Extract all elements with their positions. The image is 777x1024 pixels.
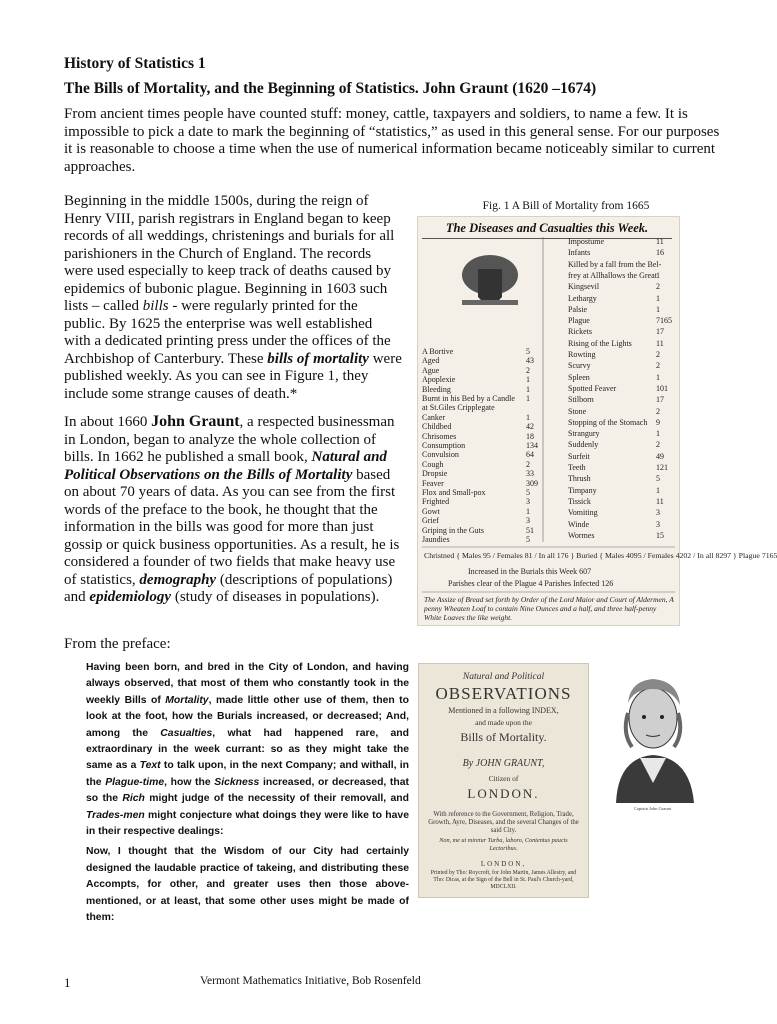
cover-line: LONDON. (467, 786, 540, 801)
bill-entry: Vomiting (568, 508, 598, 518)
bill-entry-count: 1 (526, 412, 530, 422)
bill-entry: Scurvy (568, 361, 591, 371)
bill-entry: Bleeding (422, 384, 451, 394)
bill-entry: Rising of the Lights (568, 338, 632, 348)
bill-entry-count: 43 (526, 356, 534, 366)
bill-entry-count: 64 (526, 450, 534, 460)
paragraph-registrars: Beginning in the middle 1500s, during the reign of Henry VIII, parish registrars in England began to keep records of all weddings, christenings and burials for all parishioners in the Church of England. The records were used especially to keep track of deaths caused by epidemics of bubonic plague. Beginning in 1603 such lists – called bills - were regularly printed for the public. By 1625 the enterprise was well established with a dedicated printing press under the offices of the Archbishop of Canterbury. These bills of mortality were published weekly. As you can see in Figure 1, they include some strange causes of death.* (64, 193, 402, 402)
bill-entry: Teeth (568, 463, 586, 472)
bill-entry: Impostume (568, 237, 604, 246)
bill-entry-count: 101 (656, 383, 668, 393)
bill-entry: Killed by a fall from the Bel- (568, 259, 662, 269)
bill-entry-count: 1 (526, 506, 530, 516)
cover-line: Bills of Mortality. (460, 730, 547, 744)
bill-entry: Frighted (422, 497, 450, 507)
bill-entry-count: 16 (656, 248, 664, 258)
bill-entry-count: 11 (656, 496, 664, 506)
bill-entry-count: 5 (526, 488, 530, 497)
bill-entry: Stilborn (568, 395, 594, 405)
bill-entry: Jaundies (422, 535, 450, 544)
bill-of-mortality-image (417, 216, 777, 626)
bill-entry-count: 9 (656, 417, 660, 427)
bill-entry: Rowting (568, 350, 596, 359)
bill-entry-count: 5 (656, 474, 660, 484)
bill-entry-count: 1 (526, 375, 530, 385)
bill-entry: Grief (422, 516, 439, 526)
john-graunt-portrait (598, 663, 707, 813)
book-cover-image (418, 663, 589, 898)
bill-entry: Rickets (568, 327, 592, 337)
bill-entry: Dropsie (422, 469, 448, 479)
bill-entry-count: 5 (526, 347, 530, 356)
bill-entry: Wormes (568, 530, 595, 540)
bill-entry: Flox and Small-pox (422, 488, 486, 497)
bill-entry: Thrush (568, 474, 591, 484)
cover-line: By JOHN GRAUNT, (462, 758, 545, 769)
bill-entry-count: 11 (656, 338, 664, 348)
cover-line: OBSERVATIONS (435, 684, 572, 703)
bill-entry-count: 17 (656, 395, 664, 405)
bill-entry: Suddenly (568, 440, 599, 450)
bill-entry: Kingsevil (568, 282, 600, 292)
coat-of-arms-icon (462, 255, 518, 305)
bill-entry: Childbed (422, 422, 452, 432)
bill-entry-count: 42 (526, 422, 534, 432)
bill-entry-count: 49 (656, 451, 664, 461)
bill-entry: Spleen (568, 372, 590, 382)
bill-entry: Tissick (568, 496, 591, 506)
bill-entry: Consumption (422, 441, 466, 450)
bill-entry-count: 51 (526, 525, 534, 535)
intro-paragraph: From ancient times people have counted stuff: money, cattle, taxpayers and soldiers, to name a few. It is impossible to pick a date to mark the beginning of “statistics,” as used in this general sense. For our purposes it is reasonable to choose a time when the use of numerical information became noticeably similar to current approaches. (64, 106, 720, 175)
bill-assize: The Assize of Bread set forth by Order of the Lord Maior and Court of Aldermen, A penny Wheaten Loaf to contain Nine Ounces and a half, and three half-penny White Loaves the like weight. (424, 595, 674, 622)
bill-entry: Lethargy (568, 293, 597, 303)
bill-entry-count: 2 (656, 361, 660, 371)
bill-banner: The Diseases and Casualties this Week. (422, 221, 672, 239)
bill-entry-count: 1 (656, 429, 660, 439)
bill-entry-count: 1 (656, 293, 660, 303)
bill-entry-count: 5 (526, 535, 530, 544)
paragraph-graunt: In about 1660 John Graunt, a respected businessman in London, began to analyze the whole collection of bills. In 1662 he published a small book, Natural and Political Observations on the Bills of Mortality based on about 70 years of data. As you can see from the first words of the preface to the book, he thought that the information in the bills was good for more than just gossip or quick business opportunities. As a result, he is considered a founder of two fields that make heavy use of statistics, demography (descriptions of populations) and epidemiology (study of diseases in populations). (64, 413, 400, 605)
bill-entry: A Bortive (422, 347, 454, 356)
bill-entry: Infants (568, 248, 591, 258)
bill-entry-count: 7165 (656, 316, 672, 326)
footer-credit: Vermont Mathematics Initiative, Bob Rosenfeld (200, 975, 421, 987)
bill-entry: Feaver (422, 478, 444, 488)
bill-totals-1: Christned { Males 95 / Females 81 / In all 176 } Buried { Males 4095 / Females 4202 / In all 8297 } Plague 7165 (424, 551, 777, 560)
bill-entry: at St.Giles Cripplegate (422, 403, 495, 413)
figure-caption: Fig. 1 A Bill of Mortality from 1665 (482, 200, 650, 212)
bill-entry-count: 33 (526, 469, 534, 479)
bill-entry: Plague (568, 316, 590, 326)
bill-entry-count: 309 (526, 478, 538, 488)
bill-entry-count: 1 (526, 384, 530, 394)
quote-paragraph-2: Now, I thought that the Wisdom of our City had certainly designed the laudable practice of takeing, and distributing these Accompts, for other, and greater uses then those above-mentioned, or at least, that some other uses might be made of them: (86, 846, 409, 924)
bill-entry: Canker (422, 412, 446, 422)
page-number: 1 (64, 975, 71, 990)
bill-entry: Cough (422, 459, 444, 469)
bill-entry: Gowt (422, 506, 440, 516)
bill-entry-count: 17 (656, 327, 664, 337)
bill-entry-count: 11 (656, 237, 664, 246)
bill-entry: Chrisomes (422, 431, 457, 441)
bill-entry-count: 15 (656, 530, 664, 540)
quote-paragraph-1: Having been born, and bred in the City of London, and having always observed, that most of them who constantly took in the weekly Bills of Mortality, made little other use of them, then to look at the foot, how the Burials increased, or decreased; And, among the Casualties, what had happened rare, and extraordinary in the week currant: so as they might take the same as a Text to talk upon, in the next Company; and withall, in the Plague-time, how the Sickness increased, or decreased, that so the Rich might judge of the necessity of their removall, and Trades-men might conjecture what doings they were like to have in their respective dealings: (86, 662, 409, 838)
bill-entry-count: 2 (656, 350, 660, 359)
bill-entry-count: 1 (656, 372, 660, 382)
cover-line: Printed by Tho: Roycroft, for John Martin, James Allestry, and Tho: Dicas, at the Sign of the Bell in St. Paul's Church-yard, MDCLXII. (430, 870, 577, 890)
bill-totals-2: Increased in the Burials this Week 607 (468, 567, 592, 576)
bill-entry-count: 2 (656, 282, 660, 292)
portrait-illustration-icon (598, 663, 707, 813)
bill-entry-count: 1 (656, 485, 660, 495)
bill-entry: Convulsion (422, 450, 459, 460)
bill-entry-count: 1 (656, 270, 660, 280)
bill-entry: Palsie (568, 304, 588, 314)
cover-line: With reference to the Government, Religion, Trade, Growth, Ayre, Diseases, and the several Changes of the said City. (428, 811, 579, 834)
bill-entry: Winde (568, 519, 590, 529)
bill-entry: frey at Allhallows the Great (568, 270, 657, 280)
bill-entry: Stone (568, 406, 587, 416)
bill-entry-count: 3 (656, 519, 660, 529)
cover-line: Natural and Political (462, 672, 545, 682)
cover-line: and made upon the (475, 718, 532, 727)
bill-entry-count: 2 (656, 406, 660, 416)
bill-entry: Aged (422, 356, 440, 366)
bill-entry-count: 3 (656, 508, 660, 518)
cover-line: Mentioned in a following INDEX, (448, 706, 559, 715)
bill-entry: Ague (422, 365, 440, 375)
portrait-caption: Captain John Graunt (633, 806, 672, 811)
bill-entry: Stopping of the Stomach (568, 417, 648, 427)
cover-line: Citizen of (488, 774, 519, 783)
bill-totals-3: Parishes clear of the Plague 4 Parishes Infected 126 (448, 579, 614, 588)
preface-quote (86, 660, 409, 931)
bill-entry: Surfeit (568, 451, 590, 461)
bill-entry-count: 1 (656, 304, 660, 314)
left-column (64, 193, 402, 617)
bill-entry: Strangury (568, 429, 600, 439)
bill-entry-count: 2 (526, 365, 530, 375)
bill-entry: Apoplexie (422, 375, 456, 385)
bill-entry: Timpany (568, 485, 597, 495)
bill-entry: Burnt in his Bed by a Candle (422, 394, 515, 403)
cover-line: LONDON, (480, 860, 527, 868)
bill-entry-count: 18 (526, 431, 534, 441)
bill-entry: Spotted Feaver (568, 383, 617, 393)
bill-entry-count: 1 (526, 394, 530, 403)
bill-entry-count: 3 (526, 497, 530, 507)
bill-entry-count: 2 (656, 440, 660, 450)
bill-entry-count: 2 (526, 459, 530, 469)
preface-label: From the preface: (64, 636, 171, 652)
article-title: The Bills of Mortality, and the Beginning of Statistics. John Graunt (1620 –1674) (64, 80, 597, 97)
bill-entry: Griping in the Guts (422, 525, 484, 535)
section-heading: History of Statistics 1 (64, 55, 206, 72)
bill-entry-count: 3 (526, 516, 530, 526)
bill-entry-count: 134 (526, 441, 538, 450)
bill-entry-count: 121 (656, 463, 668, 472)
cover-line: Non, me ut miretur Turba, laboro, Contentus paucis Lectoribus. (439, 837, 568, 852)
